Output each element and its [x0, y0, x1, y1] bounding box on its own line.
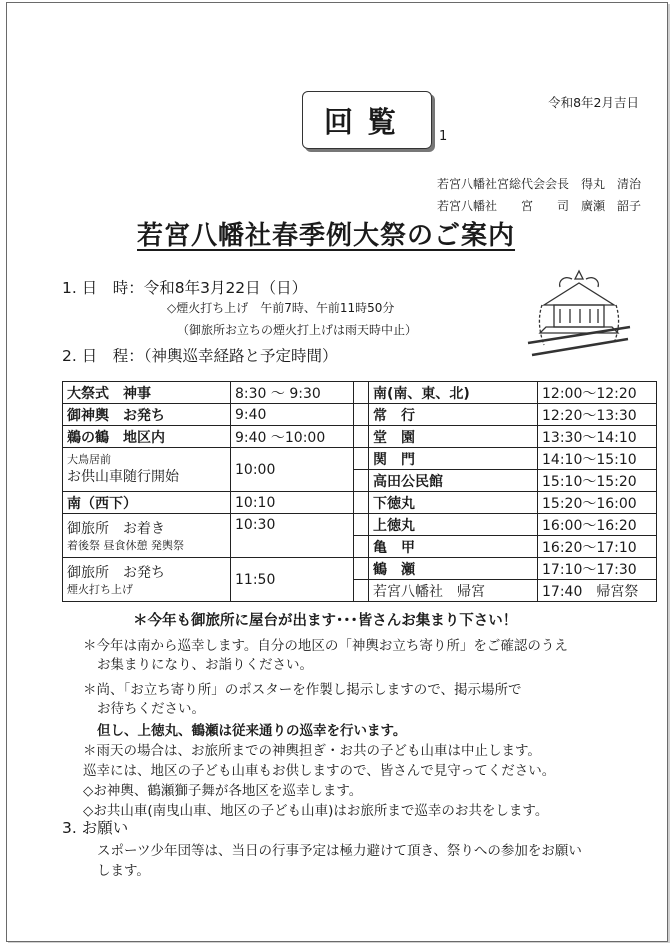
schedule-place-sub: 着後祭 昼食休憩 発輿祭 [67, 538, 184, 552]
food-stall-announcement: ＊今年も御旅所に屋台が出ます･･･皆さんお集まり下さい！ [133, 613, 518, 629]
schedule-time: 10:00 [231, 448, 354, 492]
note-line: ◇お共山車(南曳山車、地区の子ども山車)はお旅所まで巡幸のお共をします。 [83, 803, 549, 819]
note-line: ＊今年は南から巡幸します。自分の地区の「神輿お立ち寄り所」をご確認のうえ [83, 638, 568, 654]
schedule-time: 16:20〜17:10 [538, 536, 657, 558]
schedule-time: 15:10〜15:20 [538, 470, 657, 492]
table-divider [354, 404, 369, 426]
procession-schedule-table [62, 381, 657, 602]
schedule-place: 堂 園 [369, 426, 538, 448]
note-line: 巡幸には、地区の子ども山車もお供しますので、皆さんで見守ってください。 [83, 763, 556, 779]
sender-chairman: 若宮八幡社宮総代会会長 得丸 清治 [436, 177, 641, 191]
table-divider [354, 470, 369, 492]
schedule-time: 17:40 帰宮祭 [538, 580, 657, 602]
note-line: ＊雨天の場合は、お旅所までの神輿担ぎ・お共の子ども山車は中止します。 [83, 743, 541, 759]
section-2-heading: 2. 日 程：（神輿巡幸経路と予定時間） [62, 347, 338, 365]
schedule-place: 南（西下） [63, 492, 231, 514]
schedule-place: 御旅所 お発ち [67, 564, 165, 581]
schedule-place-cell [63, 514, 231, 558]
request-line: スポーツ少年団等は、当日の行事予定は極力避けて頂き、祭りへの参加をお願い [97, 843, 582, 859]
kairan-number: 1 [439, 129, 448, 144]
table-divider [354, 558, 369, 580]
schedule-place-cell [63, 558, 231, 602]
note-line-bold: 但し、上徳丸、鶴瀬は従来通りの巡幸を行います。 [97, 723, 407, 739]
schedule-place: 高田公民館 [369, 470, 538, 492]
table-divider [354, 514, 369, 536]
sender-priest: 若宮八幡社 宮 司 廣瀬 韶子 [436, 199, 641, 213]
schedule-time: 12:00〜12:20 [538, 382, 657, 404]
schedule-place-sub: 大鳥居前 [67, 452, 111, 466]
schedule-place-cell [63, 448, 231, 492]
schedule-time: 10:30 [231, 514, 354, 558]
table-divider [354, 382, 369, 404]
schedule-place: 御神輿 お発ち [63, 404, 231, 426]
schedule-place: 関 門 [369, 448, 538, 470]
document-title: 若宮八幡社春季例大祭のご案内 [137, 221, 516, 251]
note-line: お待ちください。 [97, 701, 205, 717]
schedule-time: 9:40 [231, 404, 354, 426]
document-page [6, 2, 668, 942]
schedule-place: 下徳丸 [369, 492, 538, 514]
note-line: お集まりになり、お詣りください。 [97, 657, 313, 673]
table-divider [354, 536, 369, 558]
schedule-place: 若宮八幡社 帰宮 [369, 580, 538, 602]
schedule-time: 12:20〜13:30 [538, 404, 657, 426]
schedule-time: 13:30〜14:10 [538, 426, 657, 448]
note-line: ◇お神輿、鶴瀬獅子舞が各地区を巡幸します。 [83, 783, 363, 799]
schedule-place: 上徳丸 [369, 514, 538, 536]
schedule-time: 17:10〜17:30 [538, 558, 657, 580]
table-divider [354, 492, 369, 514]
schedule-place: 南(南、東、北) [369, 382, 538, 404]
schedule-time: 11:50 [231, 558, 354, 602]
schedule-time: 9:40 〜10:00 [231, 426, 354, 448]
schedule-place: 御旅所 お着き [67, 520, 165, 537]
note-line: ＊尚、「お立ち寄り所」のポスターを作製し掲示しますので、掲示場所で [83, 682, 522, 698]
schedule-time: 10:10 [231, 492, 354, 514]
schedule-time: 14:10〜15:10 [538, 448, 657, 470]
fireworks-rain-note: （御旅所お立ちの煙火打上げは雨天時中止） [177, 323, 418, 337]
schedule-time: 8:30 〜 9:30 [231, 382, 354, 404]
section-1-heading: 1. 日 時：令和8年3月22日（日） [62, 279, 308, 297]
schedule-time: 15:20〜16:00 [538, 492, 657, 514]
schedule-place: お供山車随行開始 [67, 468, 179, 485]
table-divider [354, 448, 369, 470]
table-divider [354, 580, 369, 602]
schedule-time: 16:00〜16:20 [538, 514, 657, 536]
schedule-place: 亀 甲 [369, 536, 538, 558]
section-3-heading: 3. お願い [62, 819, 129, 837]
table-divider [354, 426, 369, 448]
schedule-place-sub: 煙火打ち上げ [67, 582, 133, 596]
schedule-place: 鶴 瀬 [369, 558, 538, 580]
schedule-place: 鵜の鶴 地区内 [63, 426, 231, 448]
mikoshi-illustration [524, 265, 634, 365]
request-line: します。 [97, 863, 150, 879]
schedule-place: 常 行 [369, 404, 538, 426]
kairan-stamp: 回覧 [302, 91, 432, 149]
schedule-place: 大祭式 神事 [63, 382, 231, 404]
fireworks-note: ◇煙火打ち上げ 午前7時、午前11時50分 [167, 301, 395, 315]
issue-date: 令和8年2月吉日 [548, 95, 639, 110]
